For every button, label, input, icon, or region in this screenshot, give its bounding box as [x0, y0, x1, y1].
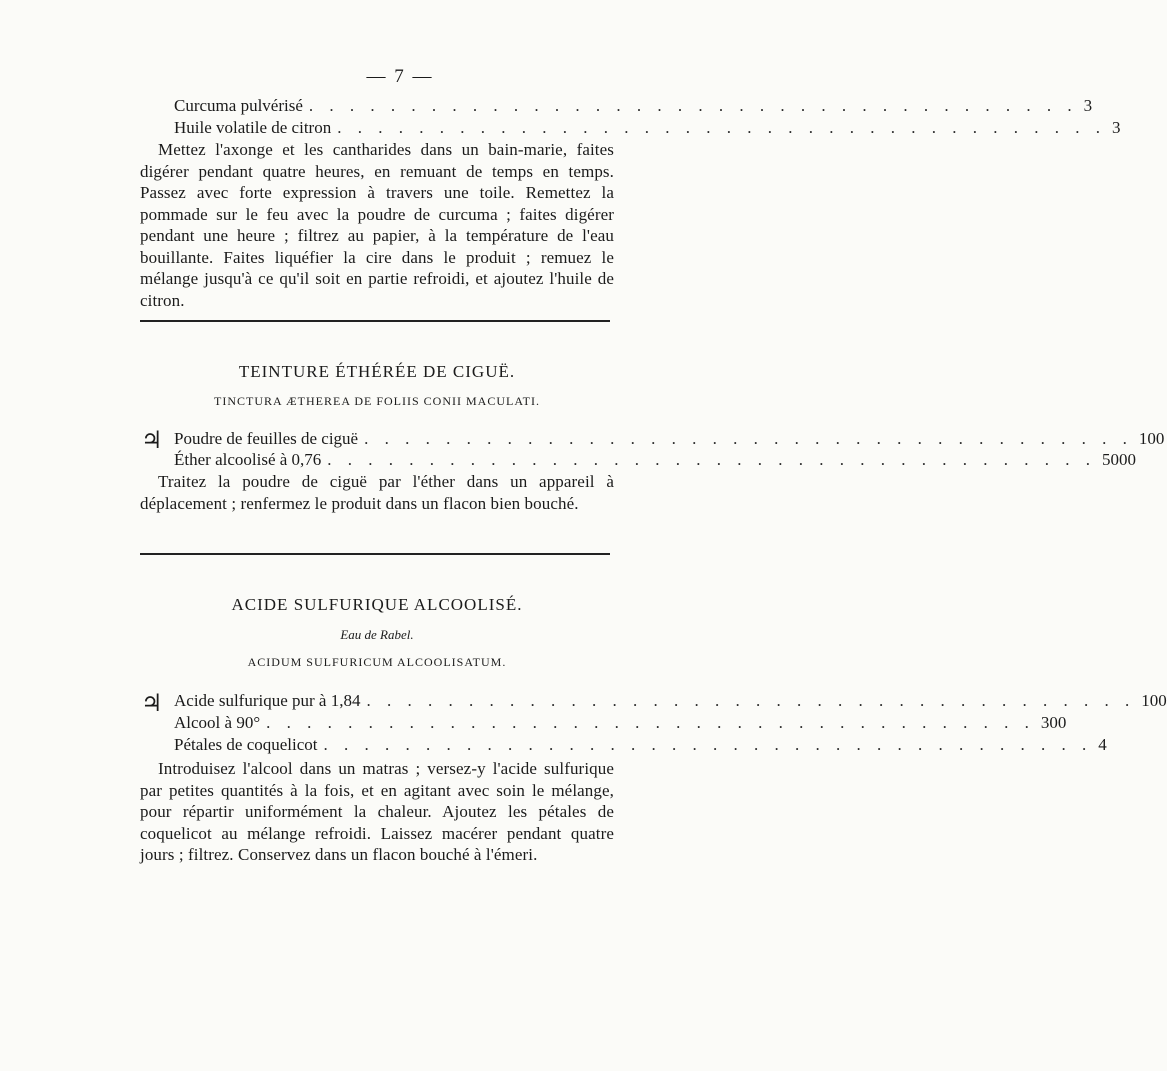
ingredient-name: Poudre de feuilles de ciguë [174, 429, 359, 448]
dot-leader: . . . . . . . . . . . . . . . . . . . . . . . . . . . . . . . . . . . . . . [364, 429, 1133, 448]
ingredient-name: Pétales de coquelicot [174, 735, 318, 754]
ingredient-line [174, 690, 1167, 712]
ingredient-quantity: 100 [1141, 691, 1167, 710]
ingredient-line [174, 712, 1067, 734]
ingredient-quantity: 4 [1098, 735, 1107, 754]
ingredient-line [174, 95, 1093, 117]
section-divider [140, 320, 610, 322]
preparation-instructions: Introduisez l'alcool dans un matras ; versez-y l'acide sulfurique par petites quantités à la fois, et en agitant avec soin le mélange, pour répartir uniformément la chaleur. Ajoutez les pétales de coquelicot au mélange refroidi. Laissez macérer pendant quatre jours ; filtrez. Conservez dans un flacon bouché à l'émeri. [140, 759, 614, 864]
dot-leader: . . . . . . . . . . . . . . . . . . . . . . . . . . . . . . . . . . . . . . [266, 713, 1035, 732]
ingredient-line [174, 117, 1121, 139]
ingredient-name: Acide sulfurique pur à 1,84 [174, 691, 361, 710]
preparation-instructions: Mettez l'axonge et les cantharides dans un bain-marie, faites digérer pendant quatre heures, en remuant de temps en temps. Passez avec forte expression à travers une toile. Remettez la pommade sur le feu avec la poudre de curcuma ; faites digérer pendant une heure ; filtrez au papier, à la température de l'eau bouillante. Faites liquéfier la cire dans le produit ; remuez le mélange jusqu'à ce qu'il soit en partie refroidi, et ajoutez l'huile de citron. [140, 140, 614, 310]
recipe-symbol: ♃ [141, 689, 163, 717]
ingredient-name: Éther alcoolisé à 0,76 [174, 450, 322, 469]
ingredient-quantity: 5000 [1102, 450, 1137, 469]
ingredient-quantity: 300 [1040, 713, 1067, 732]
recipe-subtitle: Eau de Rabel. [340, 627, 414, 642]
ingredient-quantity: 3 [1083, 96, 1093, 115]
ingredient-line [174, 449, 1137, 471]
dot-leader: . . . . . . . . . . . . . . . . . . . . . . . . . . . . . . . . . . . . . . [337, 118, 1106, 137]
dot-leader: . . . . . . . . . . . . . . . . . . . . . . . . . . . . . . . . . . . . . . [327, 450, 1097, 469]
latin-title: ACIDUM SULFURICUM ALCOOLISATUM. [247, 655, 507, 669]
ingredient-name: Huile volatile de citron [174, 118, 332, 137]
recipe-title: TEINTURE ÉTHÉRÉE DE CIGUË. [238, 362, 516, 381]
ingredient-line [174, 428, 1165, 450]
section-divider [140, 553, 610, 555]
page-number: — 7 — [366, 66, 434, 87]
ingredient-name: Alcool à 90° [174, 713, 261, 732]
recipe-title: ACIDE SULFURIQUE ALCOOLISÉ. [231, 595, 523, 614]
recipe-symbol: ♃ [141, 426, 163, 454]
dot-leader: . . . . . . . . . . . . . . . . . . . . . . . . . . . . . . . . . . . . . . [366, 691, 1136, 710]
latin-title: TINCTURA ÆTHEREA DE FOLIIS CONII MACULATI. [214, 394, 540, 408]
preparation-instructions: Traitez la poudre de ciguë par l'éther dans un appareil à déplacement ; renfermez le produit dans un flacon bien bouché. [140, 472, 614, 513]
ingredient-quantity: 100 [1138, 429, 1165, 448]
ingredient-line [174, 734, 1107, 756]
dot-leader: . . . . . . . . . . . . . . . . . . . . . . . . . . . . . . . . . . . . . . [308, 96, 1078, 115]
ingredient-quantity: 3 [1111, 118, 1121, 137]
ingredient-name: Curcuma pulvérisé [174, 96, 303, 115]
dot-leader: . . . . . . . . . . . . . . . . . . . . . . . . . . . . . . . . . . . . . . [323, 735, 1093, 754]
